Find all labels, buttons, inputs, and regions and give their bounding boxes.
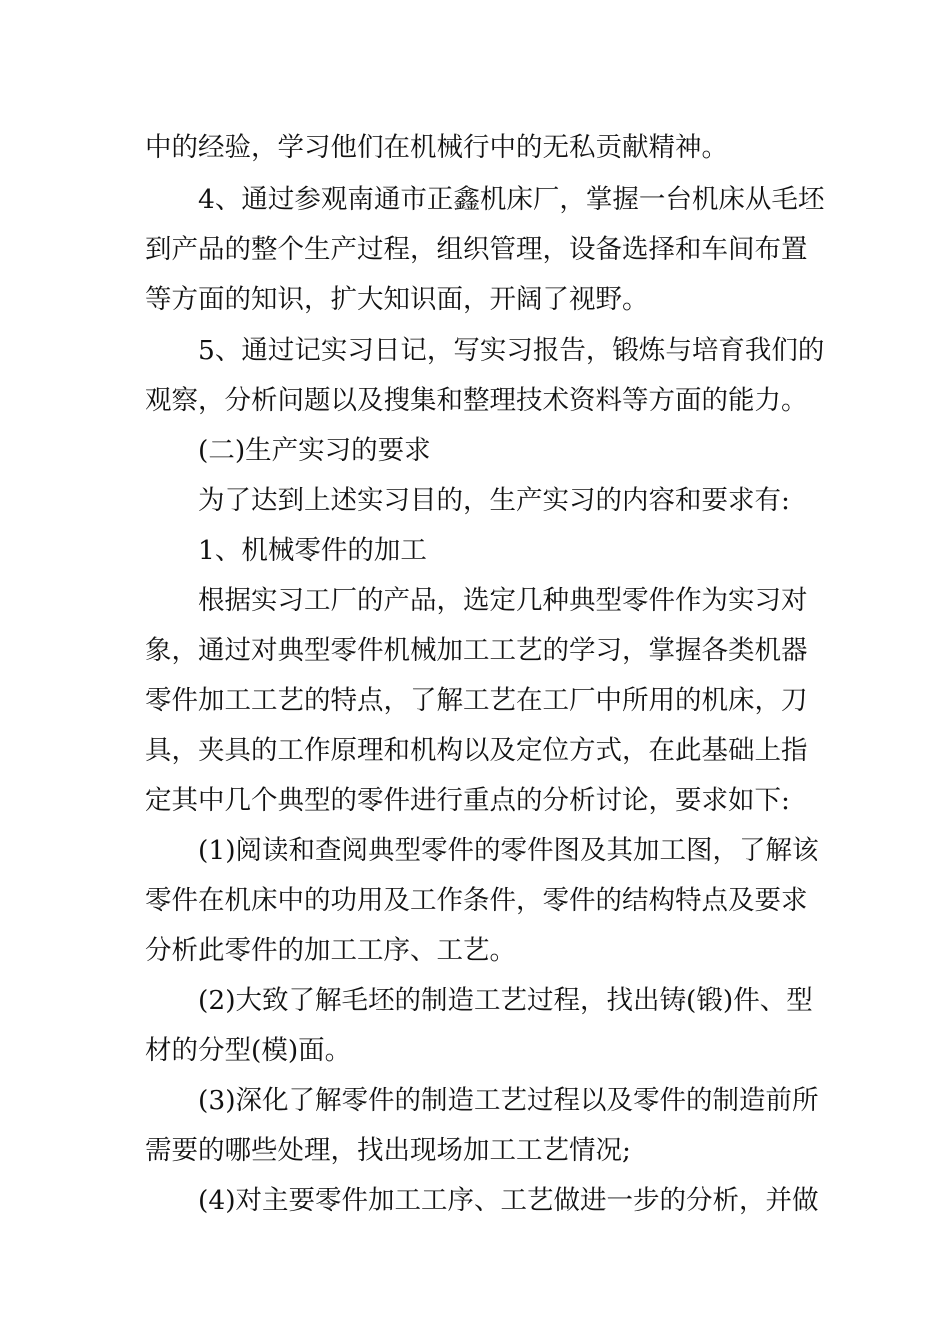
text-line: 分析此零件的加工工序、工艺。 xyxy=(145,935,516,966)
text-line: (2)大致了解毛坯的制造工艺过程，找出铸(锻)件、型 xyxy=(198,985,813,1016)
text-line: 具，夹具的工作原理和机构以及定位方式，在此基础上指 xyxy=(145,735,808,766)
subsection-heading: 1、机械零件的加工 xyxy=(198,535,427,566)
text-line: 材的分型(模)面。 xyxy=(145,1035,352,1066)
text-line: 等方面的知识，扩大知识面，开阔了视野。 xyxy=(145,284,649,315)
text-line: 零件加工工艺的特点，了解工艺在工厂中所用的机床，刀 xyxy=(145,685,808,716)
text-line: 需要的哪些处理，找出现场加工工艺情况; xyxy=(145,1135,631,1166)
text-line: 象，通过对典型零件机械加工工艺的学习，掌握各类机器 xyxy=(145,635,808,666)
text-line: 为了达到上述实习目的，生产实习的内容和要求有: xyxy=(198,485,790,516)
text-line: 观察，分析问题以及搜集和整理技术资料等方面的能力。 xyxy=(145,385,808,416)
section-heading: (二)生产实习的要求 xyxy=(198,435,431,466)
text-line: 到产品的整个生产过程，组织管理，设备选择和车间布置 xyxy=(145,234,808,265)
text-line: (1)阅读和查阅典型零件的零件图及其加工图，了解该 xyxy=(198,835,819,866)
text-line: 根据实习工厂的产品，选定几种典型零件作为实习对 xyxy=(198,585,808,616)
text-line: 4、通过参观南通市正鑫机床厂，掌握一台机床从毛坯 xyxy=(198,184,825,215)
text-line: 零件在机床中的功用及工作条件，零件的结构特点及要求 xyxy=(145,885,808,916)
text-line: 定其中几个典型的零件进行重点的分析讨论，要求如下: xyxy=(145,785,790,816)
text-line: 5、通过记实习日记，写实习报告，锻炼与培育我们的 xyxy=(198,335,825,366)
text-line: (3)深化了解零件的制造工艺过程以及零件的制造前所 xyxy=(198,1085,819,1116)
text-line: 中的经验，学习他们在机械行中的无私贡献精神。 xyxy=(145,132,728,163)
text-line: (4)对主要零件加工工序、工艺做进一步的分析，并做 xyxy=(198,1185,819,1216)
